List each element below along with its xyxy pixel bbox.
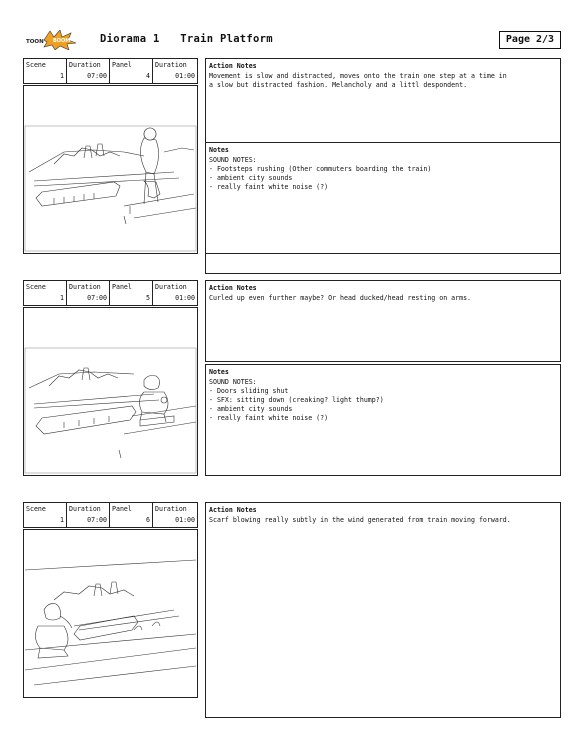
duration-label: Duration — [69, 61, 101, 69]
scene-label: Scene — [26, 505, 46, 513]
panel-meta — [23, 280, 198, 306]
duration-label: Duration — [155, 61, 187, 69]
scene-name: Train Platform — [180, 33, 273, 45]
svg-text:BOOM: BOOM — [53, 38, 71, 44]
scene-number: 1 — [60, 72, 64, 80]
action-notes-text[interactable]: Movement is slow and distracted, moves onto the train one step at a time in a slow but distracted fashion. Melancholy and a littl despondent. — [209, 72, 507, 90]
panel-label: Panel — [112, 61, 132, 69]
notes-text[interactable]: SOUND NOTES: - Doors sliding shut - SFX: sitting down (creaking? light thump?) - ambient city sounds - really faint white noise (?) — [209, 378, 384, 423]
notes-box — [205, 364, 561, 476]
duration-label: Duration — [155, 505, 187, 513]
panel-drawing[interactable] — [23, 529, 198, 698]
action-notes-box — [205, 280, 561, 362]
storyboard-panel — [23, 280, 561, 476]
panel-drawing[interactable] — [23, 307, 198, 476]
scene-duration: 07:00 — [87, 72, 107, 80]
panel-drawing[interactable] — [23, 85, 198, 254]
panel-meta — [23, 502, 198, 528]
document-title — [100, 33, 287, 45]
panel-duration: 01:00 — [175, 294, 195, 302]
notes-heading: Notes — [209, 146, 229, 154]
action-notes-text[interactable]: Scarf blowing really subtly in the wind generated from train moving forward. — [209, 516, 511, 524]
toon-boom-logo — [24, 30, 88, 50]
panel-meta — [23, 58, 198, 84]
notes-box — [205, 142, 561, 254]
panel-number: 5 — [146, 294, 150, 302]
panel-duration: 01:00 — [175, 72, 195, 80]
notes-heading: Notes — [209, 368, 229, 376]
notes-text[interactable]: SOUND NOTES: - Footsteps rushing (Other commuters boarding the train) - ambient city sounds - really faint white noise (?) — [209, 156, 432, 192]
panel-label: Panel — [112, 505, 132, 513]
storyboard-panel — [23, 502, 561, 698]
scene-number: 1 — [60, 516, 64, 524]
panel-duration: 01:00 — [175, 516, 195, 524]
action-notes-text[interactable]: Curled up even further maybe? Or head ducked/head resting on arms. — [209, 294, 472, 302]
panel-number: 4 — [146, 72, 150, 80]
scene-number: 1 — [60, 294, 64, 302]
project-name: Diorama 1 — [100, 33, 160, 45]
duration-label: Duration — [69, 283, 101, 291]
action-notes-box — [205, 502, 561, 718]
storyboard-panel — [23, 58, 561, 254]
scene-label: Scene — [26, 61, 46, 69]
scene-duration: 07:00 — [87, 516, 107, 524]
panel-label: Panel — [112, 283, 132, 291]
scene-duration: 07:00 — [87, 294, 107, 302]
action-notes-heading: Action Notes — [209, 506, 257, 514]
duration-label: Duration — [155, 283, 187, 291]
svg-text:TOON: TOON — [26, 39, 44, 45]
action-notes-heading: Action Notes — [209, 62, 257, 70]
duration-label: Duration — [69, 505, 101, 513]
scene-label: Scene — [26, 283, 46, 291]
panel-number: 6 — [146, 516, 150, 524]
action-notes-heading: Action Notes — [209, 284, 257, 292]
page-indicator: Page 2/3 — [499, 31, 561, 49]
